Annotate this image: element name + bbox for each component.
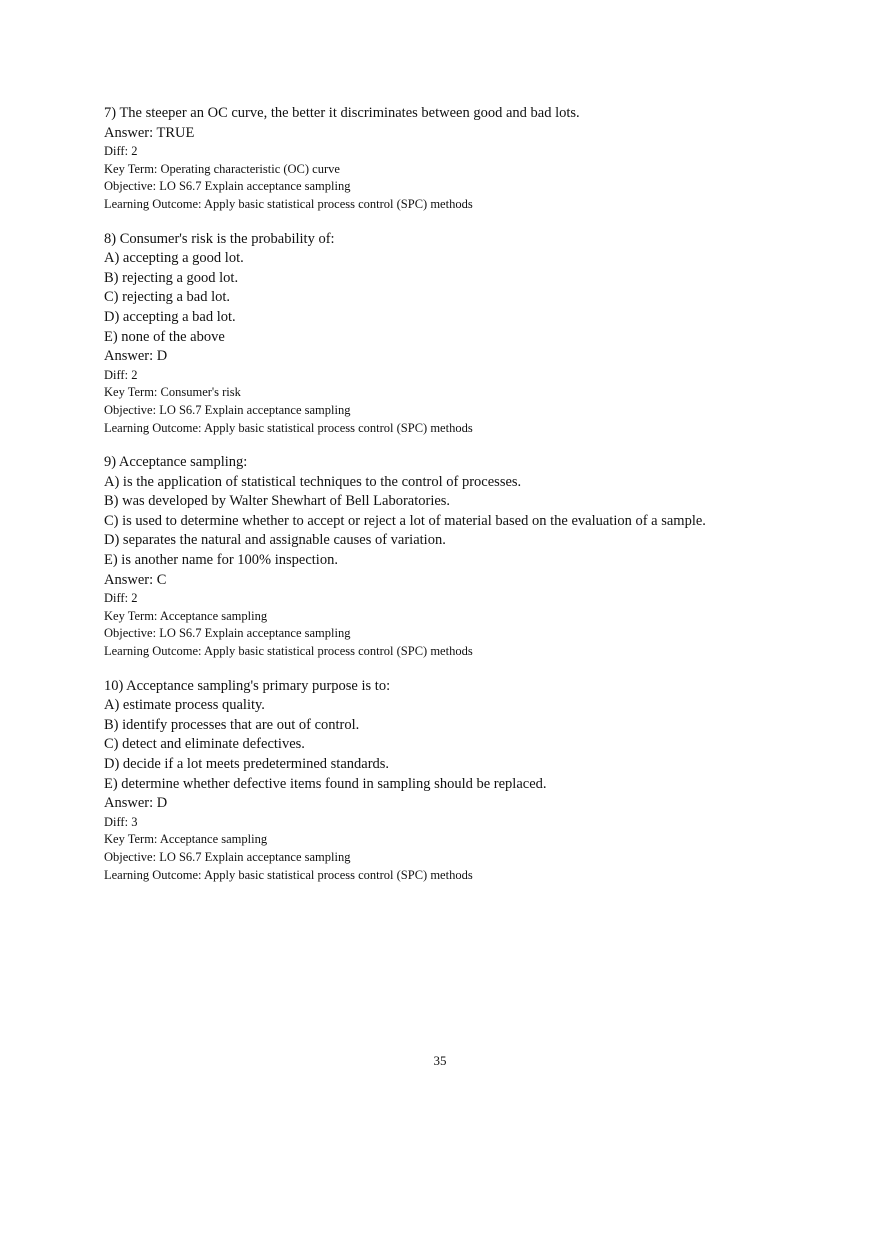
option-d: D) separates the natural and assignable causes of variation. xyxy=(104,532,446,549)
option-c: C) is used to determine whether to accept or reject a lot of material based on the evaluation of a sample. xyxy=(104,512,706,529)
option-d: D) accepting a bad lot. xyxy=(104,308,236,325)
key-term-line: Key Term: Operating characteristic (OC) curve xyxy=(104,161,340,176)
option-c: C) detect and eliminate defectives. xyxy=(104,736,305,753)
answer-line: Answer: TRUE xyxy=(104,124,195,141)
learning-outcome-line: Learning Outcome: Apply basic statistical process control (SPC) methods xyxy=(104,867,473,882)
page-number: 35 xyxy=(433,1053,447,1068)
key-term-line: Key Term: Acceptance sampling xyxy=(104,608,268,623)
option-b: B) was developed by Walter Shewhart of Bell Laboratories. xyxy=(104,493,451,510)
question-prompt: 10) Acceptance sampling's primary purpose is to: xyxy=(104,677,391,694)
difficulty-line: Diff: 2 xyxy=(104,367,138,382)
difficulty-line: Diff: 2 xyxy=(104,591,138,606)
objective-line: Objective: LO S6.7 Explain acceptance sampling xyxy=(104,849,351,864)
question-prompt: 8) Consumer's risk is the probability of: xyxy=(104,230,335,247)
objective-line: Objective: LO S6.7 Explain acceptance sampling xyxy=(104,402,351,417)
difficulty-line: Diff: 3 xyxy=(104,814,138,829)
option-a: A) is the application of statistical techniques to the control of processes. xyxy=(104,473,522,490)
question-10 xyxy=(104,677,824,885)
question-7 xyxy=(104,104,824,214)
question-prompt: 9) Acceptance sampling: xyxy=(104,454,248,471)
key-term-line: Key Term: Acceptance sampling xyxy=(104,832,268,847)
option-b: B) identify processes that are out of control. xyxy=(104,716,360,733)
learning-outcome-line: Learning Outcome: Apply basic statistical process control (SPC) methods xyxy=(104,196,473,211)
learning-outcome-line: Learning Outcome: Apply basic statistical process control (SPC) methods xyxy=(104,420,473,435)
answer-line: Answer: C xyxy=(104,571,167,588)
answer-line: Answer: D xyxy=(104,795,168,812)
option-c: C) rejecting a bad lot. xyxy=(104,289,231,306)
objective-line: Objective: LO S6.7 Explain acceptance sampling xyxy=(104,179,351,194)
option-e: E) is another name for 100% inspection. xyxy=(104,552,338,569)
option-a: A) estimate process quality. xyxy=(104,697,265,714)
document-page xyxy=(104,104,824,884)
learning-outcome-line: Learning Outcome: Apply basic statistical process control (SPC) methods xyxy=(104,644,473,659)
option-e: E) none of the above xyxy=(104,328,225,345)
option-a: A) accepting a good lot. xyxy=(104,250,244,267)
objective-line: Objective: LO S6.7 Explain acceptance sampling xyxy=(104,626,351,641)
question-9 xyxy=(104,453,824,661)
option-e: E) determine whether defective items found in sampling should be replaced. xyxy=(104,775,547,792)
option-d: D) decide if a lot meets predetermined standards. xyxy=(104,756,390,772)
option-b: B) rejecting a good lot. xyxy=(104,269,239,286)
question-prompt: 7) The steeper an OC curve, the better it discriminates between good and bad lots. xyxy=(104,105,580,121)
difficulty-line: Diff: 2 xyxy=(104,144,138,159)
question-8 xyxy=(104,230,824,438)
key-term-line: Key Term: Consumer's risk xyxy=(104,385,241,400)
answer-line: Answer: D xyxy=(104,348,168,365)
